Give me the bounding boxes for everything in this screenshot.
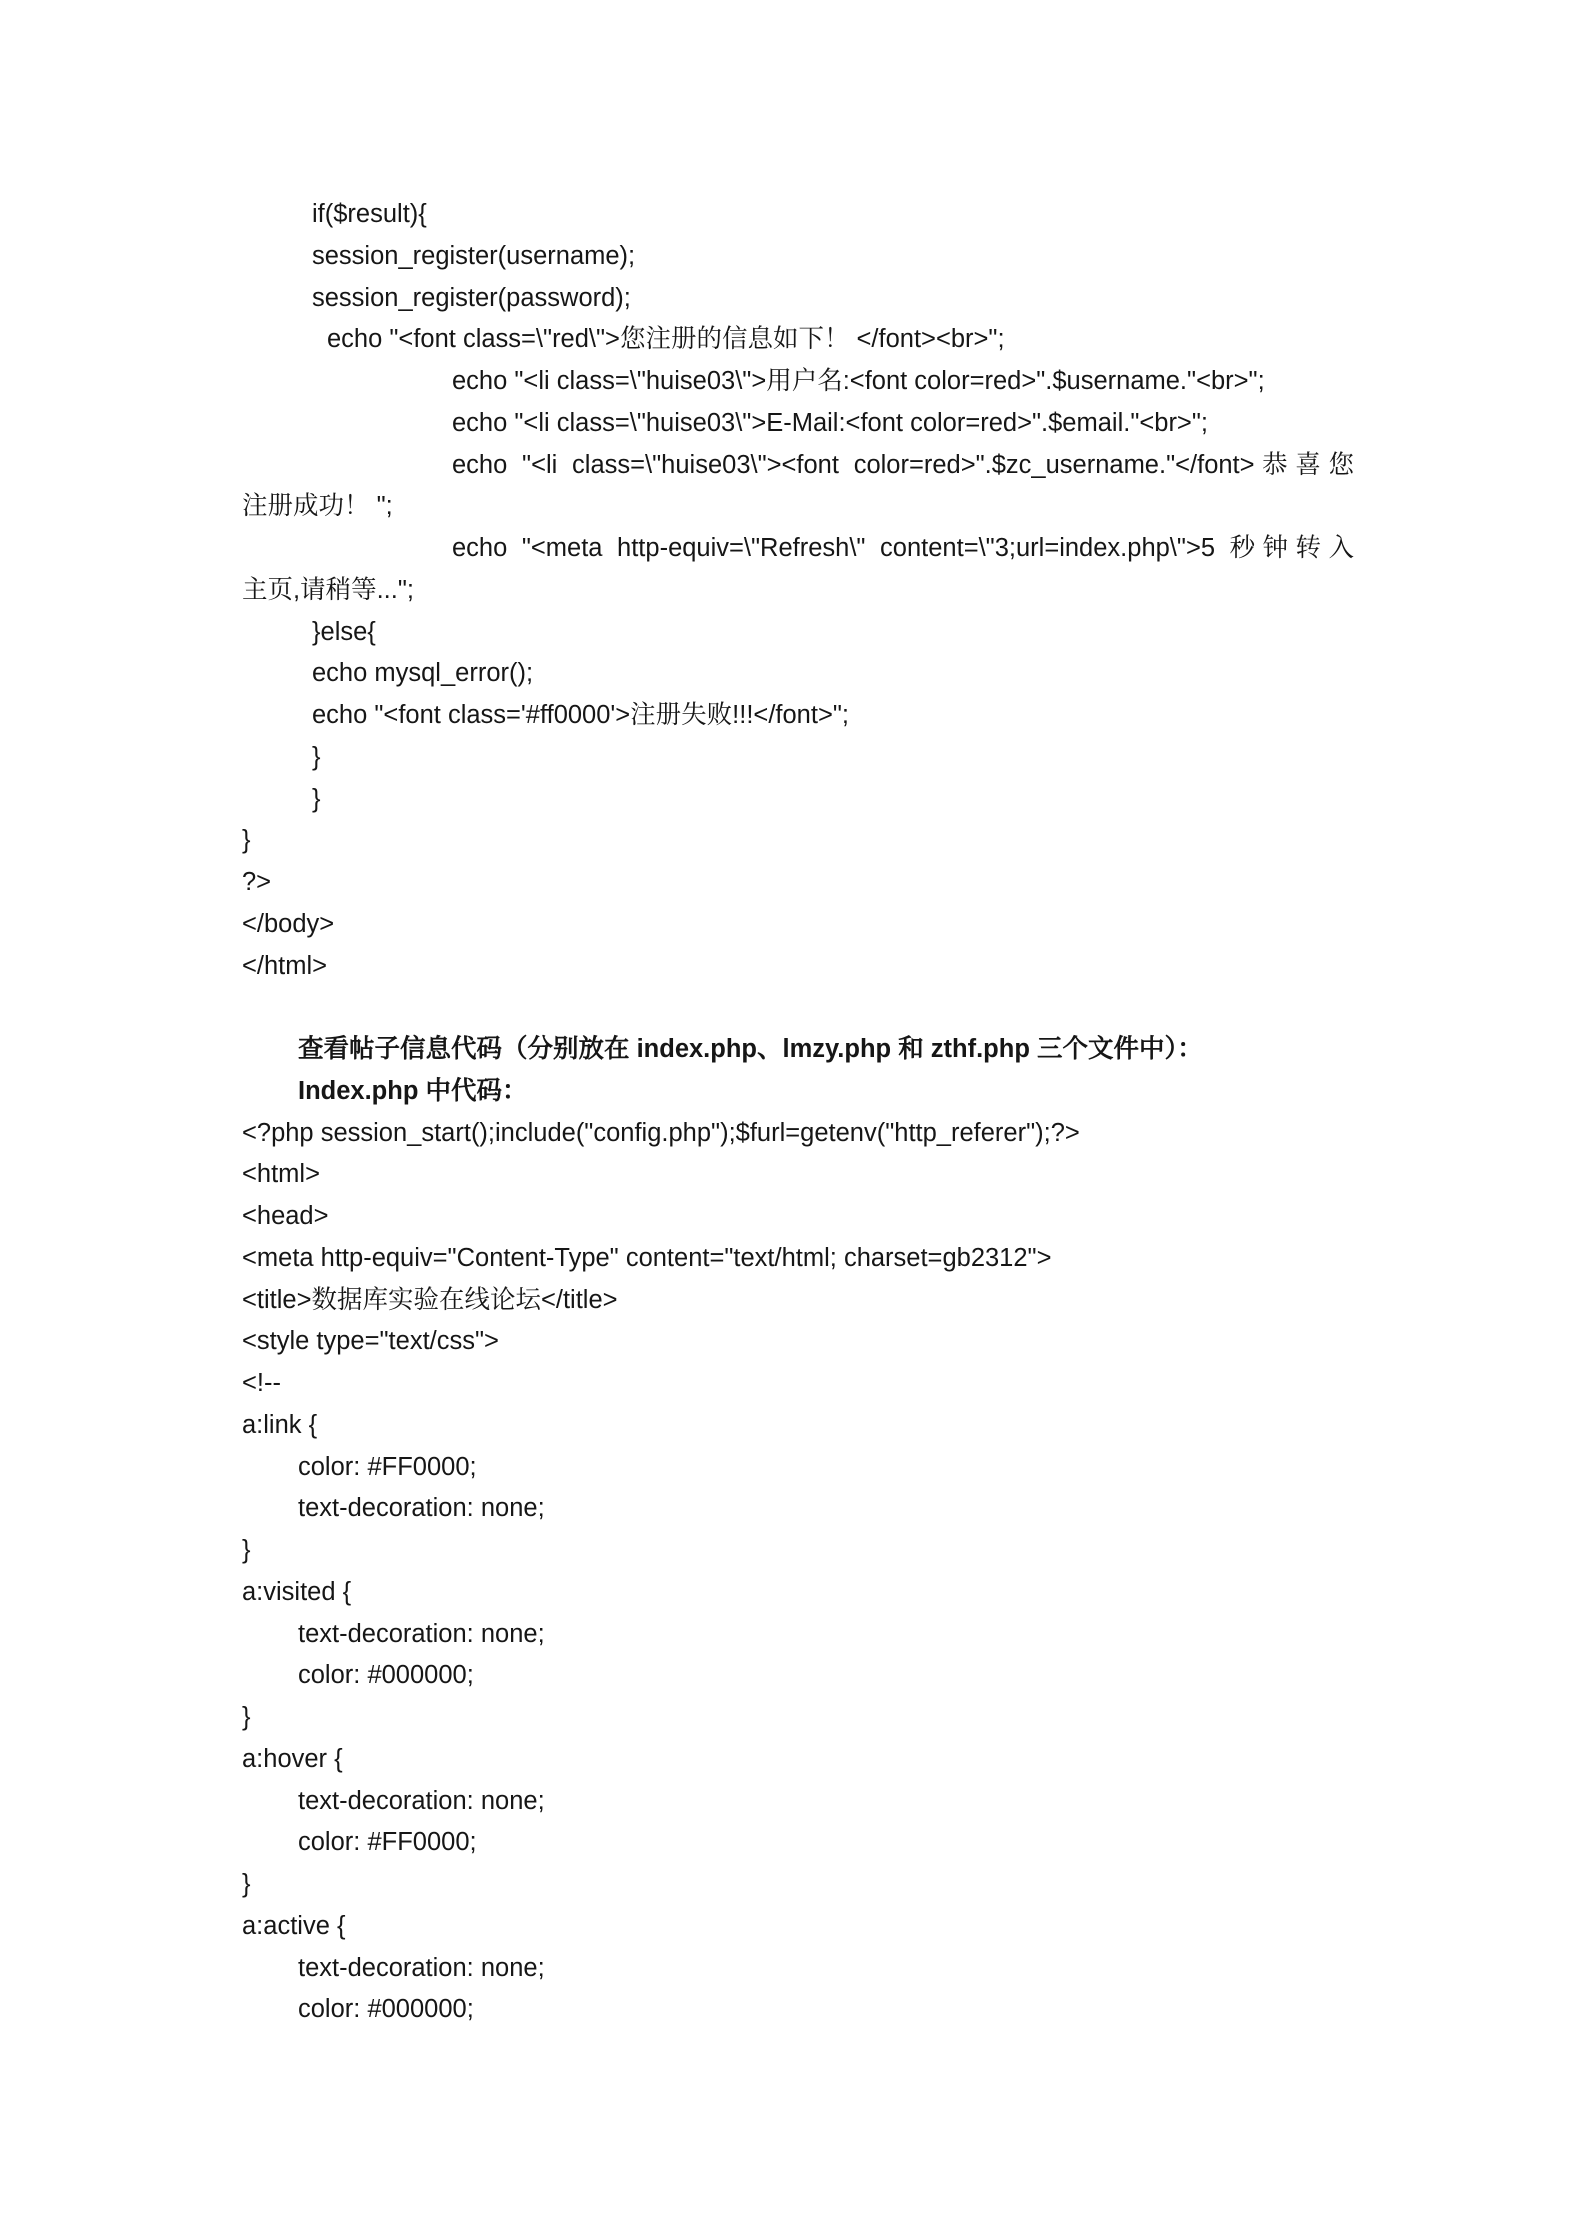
code-line: } (312, 742, 321, 771)
code-line: text-decoration: none; (298, 1494, 545, 1523)
code-line: echo "<li class=\"huise03\">用户名:<font color=red>".$username."<br>"; (452, 367, 1265, 395)
blank-line (0, 987, 1584, 1029)
code-line: } (242, 1536, 251, 1564)
code-line: text-decoration: none; (298, 1786, 545, 1815)
code-line: <!-- (242, 1369, 281, 1397)
code-line: <head> (242, 1202, 329, 1230)
code-line: echo "<li class=\"huise03\">E-Mail:<font color=red>".$email."<br>"; (452, 408, 1208, 437)
code-line: color: #FF0000; (298, 1828, 477, 1857)
code-line: session_register(username); (312, 241, 636, 270)
code-line: echo mysql_error(); (312, 659, 534, 688)
code-line: 主页,请稍等..."; (242, 575, 414, 604)
code-line: } (242, 826, 251, 855)
code-line: <meta http-equiv="Content-Type" content="text/html; charset=gb2312"> (242, 1243, 1052, 1272)
code-line: } (242, 1703, 251, 1731)
code-line: color: #000000; (298, 1661, 474, 1690)
code-line: echo "<meta http-equiv=\"Refresh\" content=\"3;url=index.php\">5 秒钟转入 (452, 534, 1354, 562)
code-line: <?php session_start();include("config.php");$furl=getenv("http_referer");?> (242, 1118, 1080, 1147)
code-line: ?> (242, 868, 272, 896)
code-line: session_register(password); (312, 283, 631, 312)
code-line: color: #FF0000; (298, 1452, 477, 1481)
code-line: <title>数据库实验在线论坛</title> (242, 1285, 618, 1314)
code-line: if($result){ (312, 200, 427, 228)
page-content (0, 194, 1584, 2031)
code-line: color: #000000; (298, 1995, 474, 2024)
subsection-heading: Index.php 中代码： (298, 1076, 528, 1105)
code-line: echo "<font class=\"red\">您注册的信息如下！ </font><br>"; (327, 325, 1005, 354)
section-heading: 查看帖子信息代码（分别放在 index.php、lmzy.php 和 zthf.php 三个文件中）： (298, 1035, 1203, 1063)
code-line: echo "<font class='#ff0000'>注册失败!!!</font>"; (312, 701, 849, 729)
code-line: a:hover { (242, 1744, 343, 1773)
code-line: text-decoration: none; (298, 1619, 545, 1648)
code-line: } (312, 784, 321, 813)
code-line: text-decoration: none; (298, 1953, 545, 1982)
code-line: </body> (242, 909, 335, 938)
code-line: a:link { (242, 1410, 318, 1439)
code-line: a:visited { (242, 1577, 352, 1606)
code-line: }else{ (312, 617, 376, 646)
code-line: echo "<li class=\"huise03\"><font color=red>".$zc_username."</font>恭喜您 (452, 450, 1354, 479)
code-line: 注册成功！ "; (242, 492, 393, 521)
code-line: <html> (242, 1160, 320, 1189)
code-line: </html> (242, 951, 328, 980)
code-line: } (242, 1870, 251, 1898)
code-line: <style type="text/css"> (242, 1327, 499, 1356)
code-line: a:active { (242, 1911, 346, 1940)
